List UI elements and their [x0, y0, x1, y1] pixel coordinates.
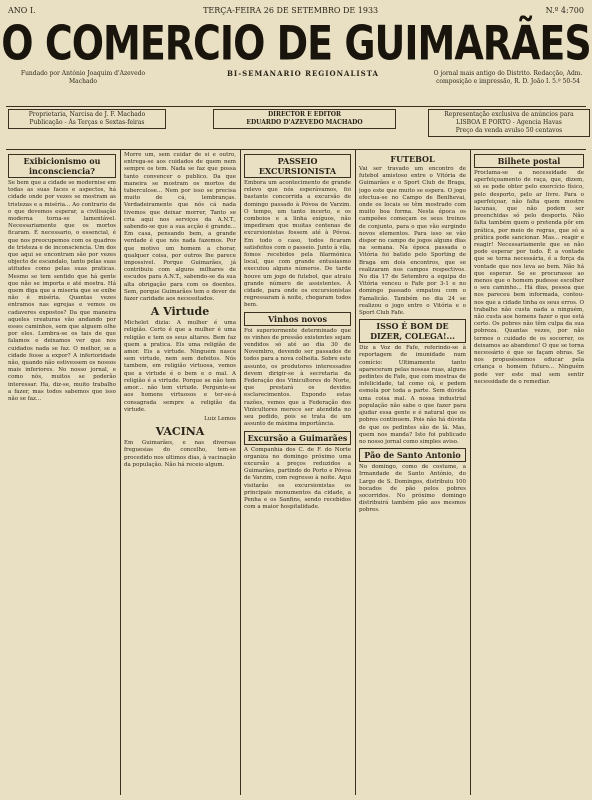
- year-label: ANO I.: [8, 6, 36, 15]
- info-row: [8, 109, 584, 149]
- article-body-colega: Diz a Voz de Fafe, referindo-se à reportagem de imunidade num comício: Ultimamente tanto apareceram pelas nossas ruas, alguns pedintes de Fafe, que com mostras de infelicidade, tal como cá, e pedem esmola por toda a parte. Sem dúvida uma coisa mal. A nossa industrial população não sabe o que fazer para ajudar essa gente e é natural que os pobres continuem. Pois não há dúvida de que os pedintes são de lá. Mas, quem nos manda? Isto foi publicado no nosso jornal como simples aviso.: [359, 345, 466, 445]
- advertising-text: Representação exclusiva de anúncios para LISBOA E PORTO - Agencia Havas: [444, 111, 574, 126]
- article-signature: Luiz Lemos: [204, 415, 236, 422]
- column-2: [124, 152, 236, 797]
- article-body-excursao: A Companhia dos C. de F. do Norte organiza no domingo próximo uma excursão a preços reduzidos a Guimarães, partindo do Porto e Póvoa de Varzim, com regresso à noite. Aqui visitarão os excursionistas os principais monumentos da cidade, a Penha e os Sanfins, sendo recebidos com a maior hospitalidade.: [244, 446, 351, 511]
- issue-number: N.º 4:700: [545, 6, 584, 15]
- column-1: [8, 152, 116, 797]
- price-text: Preço da venda avulso 50 centavos: [455, 127, 563, 134]
- article-body-virtude: Michelet dizia: A mulher é uma religião. Certo é que a mulher é uma religião e tem os seus altares. Bem faz quem a pratica. Eis uma religião de amor. Eis a virtude. Ninguem nasce sem virtude, nem sem defeitos. Nós tambem, em religião virtuosa, vemos que a virtude é o bem e o mal. A religião é a virtude. Porque se não tem amor... não tem virtude. Pergunte-se aos homens virtuosos e ter-se-á consagrada sempre a religião da virtude.: [124, 320, 236, 413]
- director-box: [213, 109, 396, 129]
- article-body-vacina: Em Guimarães, e nas diversas freguesias do concelho, tem-se procedido nos ultimos dias, à vacinação da população. Não há receio algum.: [124, 440, 236, 468]
- director-name: EDUARDO D'AZEVEDO MACHADO: [246, 119, 363, 126]
- article-body: Morre um, sem cuidar de si e outro, entrega-se aos cuidados de quem nem sempre os tem. Nada se faz que possa tanto convencer o publico. Da que maneira se mostram os mortos de tuberculose... Nem por isso se precisa muito de cá, lembranças. Verdadeiramente que nós cá nada tivemos que deixar morrer, Tanto se cria aqui nos serviços da A.N.T., sabendo-se que a sua acção é grande... Em casa, pensando bem, a grande verdade é que nós nada fazemos. Por que motivo um homem a chorar, qualquer coisa, por outros lhe parece impossivel. Porque Guimarães, já contribuiu com alguns milhares de escudos para A.N.T., sabendo-se da sua alta obrigação para com os doentes. Sem, porque Guimarães tem o dever de fazer caridade aos necessitados.: [124, 152, 236, 303]
- article-body-futebol: Vai ser travado um encontro de futebol amistoso entre o Vitória de Guimarães e o Sport Club de Braga, jogo este que muito se espera. O jogo efectua-se no Campo de Benlhevai, onde os locais se têm mostrado com muito boa forma. Nesta época os campeões começam os seus treinos de conjunto, para o que vão surgindo novos elementos. Para isso se vão dispor no campo de jogos alguns dias na semana. Na época passada o Vitória foi batido pelo Sporting de Braga em dois encontros, que se realizaram nos campos respectivos. No dia 17 de Setembro a equipa do Vitória venceu o Fafe por 3-1 e no domingo passado empatou com o Famalicão. Também no dia 24 se realizou o jogo entre o Vitória e o Sport Club Fafe.: [359, 166, 466, 317]
- article-title-futebol: FUTEBOL: [390, 154, 435, 164]
- article-body-bilhete: Proclama-se a necessidade de aperfeiçoamento de raça, que, dizem, só se pode obter pelo exercício físico, pelo desporto, pelo ar livre. Para o aperfeiçoar, não falta quem mostre lacunas, que não podem ser preenchidas só pelo desporto. Não falta também quem o pretenda pôr em prática, por meio de regras, que só a prática pode sancionar. Mas... reagir e reagir! Necessariamente que se não pode esperar por tudo. É a vontade que se torna necessária, é a força da vontade que nos leva ao bem. Não há que esperar. Se se procurasse ao menos que o homem pudesse escolher o seu caminho... Há dias, pessoa que nos pareceu bem informada, contou-nos que a cidade tinha os seus erros. O trabalho não custa nada a ninguém, não custa aos homens fazer o que está certo. Os pobres não têm culpa da sua pobreza. Quantas vezes, por não termos o cuidado de os socorrer, os deixamos ao abandono! O que se torna necessário é que se façam obras. Se nos propuséssemos educar pela criança o homem futuro... Ninguém pode ver este mal sem sentir necessidade de o remediar.: [474, 170, 584, 385]
- column-rule-4: [470, 150, 471, 795]
- column-3: [244, 152, 351, 797]
- article-title-vacina: VACINA: [155, 425, 205, 439]
- article-title-virtude: A Virtude: [150, 305, 210, 319]
- founder-note: Fundado por António Joaquim d'Azevedo Machado: [20, 70, 146, 85]
- article-body-pao: No domingo, como de costume, a Irmandade de Santo António, do Largo de S. Domingos, distribuiu 100 bocados de pão pelos pobres socorridos. No próximo domingo distribuirá também pão aos mesmos pobres.: [359, 464, 466, 514]
- article-title: Exibicionismo ou inconsciencia?: [8, 154, 116, 178]
- article-title-excursao: Excursão a Guimarães: [244, 431, 351, 445]
- article-title-colega: ISSO É BOM DE DIZER, COLEGA!...: [359, 319, 466, 343]
- oldest-journal-note: O jornal mais antigo do Distrito. Redacção, Adm. composição e impressão, R. D. João I. 5.º 50-54: [433, 70, 583, 85]
- owner-box: [8, 109, 166, 129]
- divider-top: [6, 106, 586, 107]
- article-body-vinhos: Foi superiormente determinado que os vinhos de pressão existentes sejam vendidos só até ao dia 30 de Novembro, devendo ser passados de todos para a nova colheita. Sobre este assunto, os produtores interessados devem dirigir-se à secretaria da Federação dos Vinicultores do Norte, que prestará os devidos esclarecimentos. Expondo estas razões, vemos que a Federação dos Vinicultores merece ser atendida no seu pedido, pois se trata de um assunto de máxima importância.: [244, 327, 351, 428]
- masthead-subrow: [8, 70, 584, 108]
- publication-days: Publicação - Ás Terças e Sextas-feiras: [29, 119, 145, 126]
- column-rule-3: [355, 150, 356, 795]
- article-body-passeio: Embora um acontecimento de grande relevo que nós esperávamos, foi bastante concorrida a excursão de domingo passado à Póvoa de Varzim. O tempo, um tanto incerto, e os comboios e a linha exíguos, não impediram que muitas centenas de excursionistas fossem até à Póvoa. Em todo o caso, todos ficaram satisfeitos com o passeio. Junto à vila, fomos recebidos pela filarmónica local, que com grande entusiasmo executou alguns números. De tarde houve um jogo de futebol, que atraiu grande número de assistentes. À cidade, para onde os excursionistas regressaram à noite, chegaram todos bem.: [244, 180, 351, 309]
- article-body: Se bem que a cidade se modernise em todas as suas faces e aspectos, há cidade onde por vezes se mostram as tristezas e a miséria... Ao contrario de o que devemos esperar, a civilisação moderna torna-se lamentável. Necessariamente que os mortos ficaram. É necessario, o essencial, é que nos preocupemos com os quadros de tristeza e de inconsciencia. Um dos que aqui se encontram são por vezes objecto de escandalo, tanto pelas suas atitudes como pelas suas praticas. Mesmo se tem sentido que há gente que não se importa e até mostra. Há quem diga que a miseria que se exibe não é miséria. Quantas vezes entramos nas egrejas e vemos os cadaveres expostos? Da que maneira aqueles creaturas vão andando por esses caminhos, sem que alguem olhe por eles. Lembra-se os tais de que falamos e deixamos ver que nos cuidados nada se faz. O melhor, se a cidade fosse a expor? A inferioridade não, quando não estivessem os nossos mais inferiores. No nosso jornal, e como nós, muitos se poderão interessar. Ha, diz-se, muito trabalho a fazer, mas todos sabemos que isso não se faz...: [8, 180, 116, 403]
- advertising-box: [428, 109, 590, 137]
- article-title-passeio: PASSEIO EXCURSIONISTA: [244, 154, 351, 178]
- issue-date: TERÇA-FEIRA 26 DE SETEMBRO DE 1933: [203, 6, 379, 15]
- column-4: [359, 152, 466, 797]
- column-5: [474, 152, 584, 797]
- article-title-bilhete: Bilhete postal: [474, 154, 584, 168]
- column-rule-2: [240, 150, 241, 795]
- owner-text: Proprietaria, Narcisa de J. F. Machado: [28, 111, 146, 118]
- column-rule-1: [120, 150, 121, 795]
- director-label: DIRECTOR E EDITOR: [267, 111, 342, 118]
- divider-columns: [6, 149, 586, 150]
- article-title-vinhos: Vinhos novos: [244, 312, 351, 326]
- article-title-pao: Pão de Santo Antonio: [359, 448, 466, 462]
- subtitle: BI-SEMANARIO REGIONALISTA: [227, 69, 379, 78]
- newspaper-title: O COMERCIO DE GUIMARÃES: [1, 15, 591, 71]
